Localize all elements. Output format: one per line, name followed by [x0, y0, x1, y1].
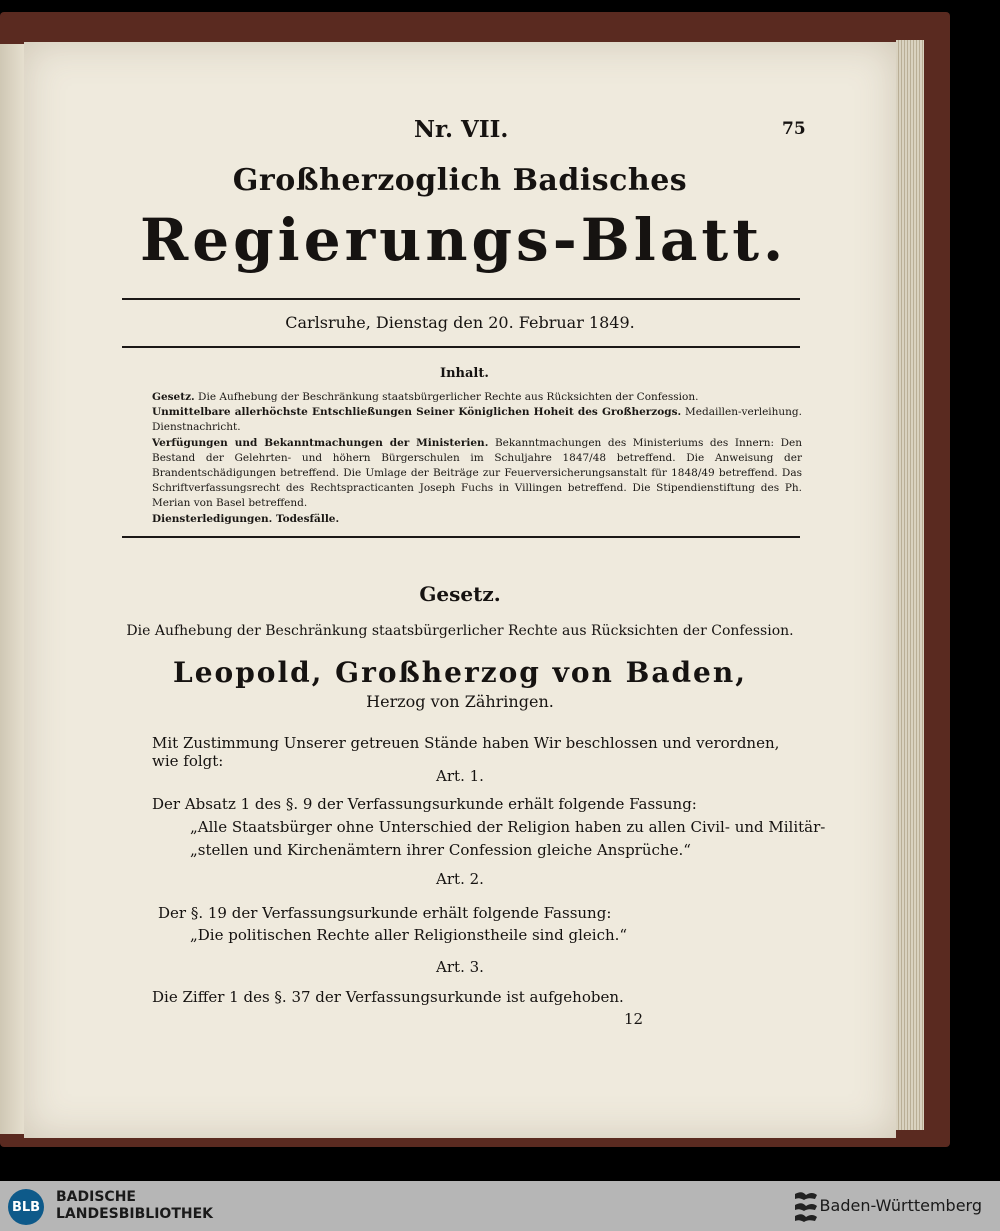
- preamble: Mit Zustimmung Unserer getreuen Stände haben Wir beschlossen und verordnen, wie folgt:: [152, 734, 780, 770]
- article-1-title: Art. 1.: [436, 767, 484, 785]
- article-2-intro: Der §. 19 der Verfassungsurkunde erhält folgende Fassung:: [158, 904, 612, 922]
- contents-entry-law: [152, 390, 802, 405]
- article-2-quote: „Die politischen Rechte aller Religionstheile sind gleich.“: [190, 926, 628, 944]
- footer-bar: [0, 1181, 1000, 1231]
- title-line1: Großherzoglich Badisches: [232, 163, 688, 198]
- section-subtitle: Die Aufhebung der Beschränkung staatsbürgerlicher Rechte aus Rücksichten der Confession.: [126, 623, 794, 639]
- contents-ordinances-label: Verfügungen und Bekanntmachungen der Ministerien.: [152, 436, 489, 449]
- library-name-line2: LANDESBIBLIOTHEK: [56, 1206, 214, 1222]
- blb-logo-icon[interactable]: BLB: [8, 1189, 44, 1225]
- contents-entry-vacancies: [152, 512, 802, 527]
- page-number: 75: [782, 119, 806, 139]
- library-name[interactable]: [56, 1189, 213, 1223]
- article-1-quote-line1: „Alle Staatsbürger ohne Unterschied der Religion haben zu allen Civil- und Militär-: [190, 818, 826, 836]
- article-3-title: Art. 3.: [436, 958, 484, 976]
- title-line2: Regierungs-Blatt.: [140, 206, 788, 274]
- contents-entry-ordinances: [152, 436, 802, 512]
- contents-heading: Inhalt.: [440, 366, 489, 381]
- contents-ordinances-text: Bekanntmachungen des Ministeriums des Innern: Den Bestand der Gelehrten- und höhern Bürgerschulen im Schuljahre 1847/48 betreffend. Die Anweisung der Brandentschädigungen betreffend. Die Umlage der Beiträge zur Feuerversicherungsanstalt für 1848/49 betreffend. Das Schriftverfassungsrecht des Rechtspracticanten Joseph Fuchs in Villingen betreffend. Die Stipendienstiftung des Ph. Merian von Basel betreffend.: [152, 436, 802, 510]
- article-2-title: Art. 2.: [436, 870, 484, 888]
- sovereign-name: Leopold, Großherzog von Baden,: [173, 656, 747, 689]
- baden-wuerttemberg-lions-icon[interactable]: [792, 1188, 820, 1224]
- contents-law-text: Die Aufhebung der Beschränkung staatsbürgerlicher Rechte aus Rücksichten der Confession.: [194, 391, 699, 403]
- contents-block: [152, 390, 802, 527]
- signature-mark: 12: [624, 1010, 644, 1028]
- article-1-intro: Der Absatz 1 des §. 9 der Verfassungsurkunde erhält folgende Fassung:: [152, 795, 697, 813]
- contents-resolutions-label: Unmittelbare allerhöchste Entschließungen Seiner Königlichen Hoheit des Großherzogs.: [152, 406, 682, 419]
- contents-entry-resolutions: [152, 405, 802, 435]
- article-1-quote-line2: „stellen und Kirchenämtern ihrer Confession gleiche Ansprüche.“: [190, 841, 691, 859]
- contents-law-label: Gesetz.: [152, 391, 195, 403]
- contents-resolutions-text: Medaillen-verleihung. Dienstnachricht.: [152, 406, 802, 434]
- sovereign-title: Herzog von Zähringen.: [366, 692, 554, 711]
- article-3-text: Die Ziffer 1 des §. 37 der Verfassungsurkunde ist aufgehoben.: [152, 988, 624, 1006]
- library-name-line1: BADISCHE: [56, 1189, 136, 1205]
- dateline: Carlsruhe, Dienstag den 20. Februar 1849.: [285, 313, 635, 332]
- rule-contents: [122, 536, 800, 538]
- issue-number: Nr. VII.: [414, 116, 509, 143]
- rule-dateline: [122, 346, 800, 348]
- section-title: Gesetz.: [419, 582, 501, 606]
- rule-top: [122, 298, 800, 300]
- state-name[interactable]: Baden-Württemberg: [819, 1196, 982, 1215]
- contents-vacancies-label: Diensterledigungen. Todesfälle.: [152, 512, 340, 525]
